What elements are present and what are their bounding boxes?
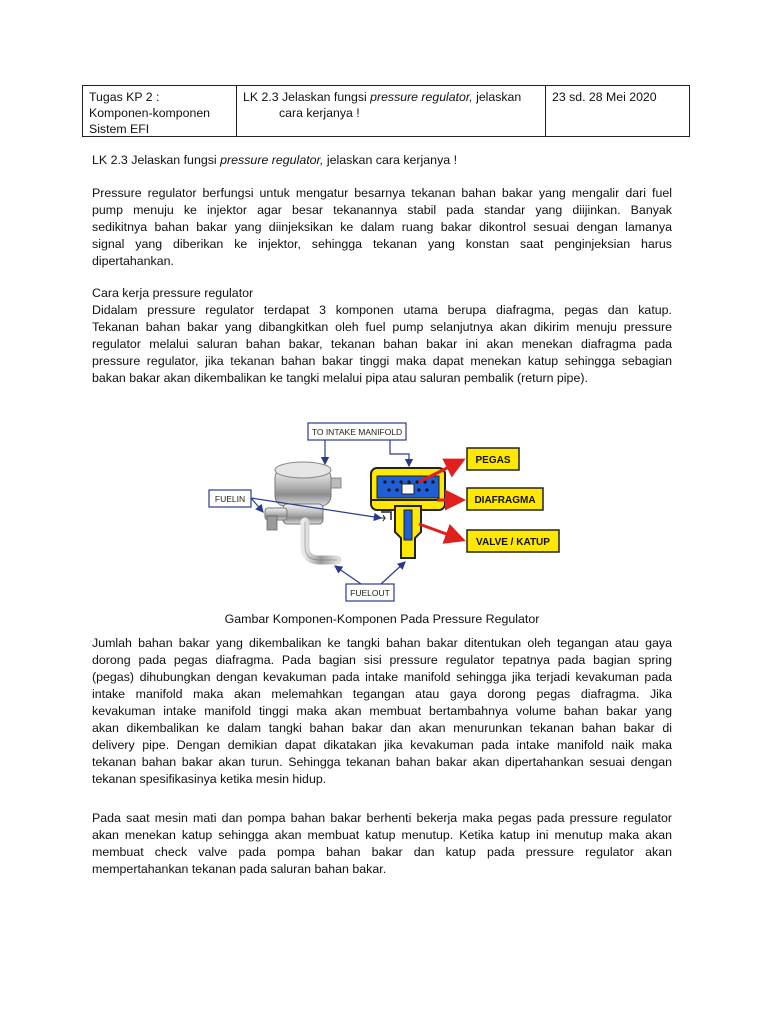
regulator-photo (265, 462, 341, 560)
label-pegas (467, 448, 519, 470)
paragraph-vacuum (92, 635, 672, 788)
paragraph-line: mempertahankan tekanan pada saluran bahan bakar. (92, 862, 387, 876)
header-date: 23 sd. 28 Mei 2020 (552, 90, 657, 104)
label-diafragma (467, 488, 543, 510)
header-cell-task (83, 86, 237, 136)
paragraph-working (92, 302, 672, 387)
paragraph-line: Didalam pressure regulator terdapat 3 komponen utama berupa diafragma, pegas dan katup. (92, 303, 672, 317)
paragraph-line: pump menuju ke injektor agar besar tekanannya stabil pada standar yang diijinkan. Banyak (92, 203, 672, 217)
paragraph-line: akan dikembalikan ke dalam tangki bahan bakar dan akan menurunkan tekanan bahan bakar di (92, 721, 672, 735)
question-suffix: jelaskan cara kerjanya ! (323, 153, 458, 167)
paragraph-line: Tekanan bahan bakar yang dibangkitkan oleh fuel pump selanjutnya akan dikirim menuju pressure (92, 320, 672, 334)
header-task-line: Tugas KP 2 : (89, 90, 160, 104)
label-fuel-in-text: FUELIN (214, 494, 246, 504)
label-fuel-out (346, 584, 394, 601)
paragraph-line: regulator melalui saluran bahan bakar, tekanan bahan bakar ini akan menekan diafragma pada (92, 337, 672, 351)
paragraph-line: tekanan spesifikasinya ketika mesin hidup. (92, 772, 327, 786)
header-task-line: Sistem EFI (89, 122, 150, 136)
label-fuel-in (209, 490, 251, 507)
section-title: Cara kerja pressure regulator (92, 286, 254, 300)
paragraph-line: Pada saat mesin mati dan pompa bahan bakar berhenti bekerja maka pegas pada pressure regulator (92, 811, 672, 825)
question-prefix: LK 2.3 Jelaskan fungsi (92, 153, 221, 167)
paragraph-line: signal yang diberikan ke injektor, sehingga tekanan yang konstan saat penginjeksian harus (92, 237, 672, 251)
header-question-line2: cara kerjanya ! (279, 106, 360, 120)
paragraph-line: dorong pada pegas diafragma. Pada bagian sisi pressure regulator tepatnya pada bagian spring (92, 653, 672, 667)
question-italic: pressure regulator, (220, 153, 324, 167)
header-question-prefix: LK 2.3 Jelaskan fungsi (243, 90, 371, 104)
paragraph-line: delivery pipe. Dengan demikian dapat dikatakan jika kevakuman pada intake manifold naik maka (92, 738, 672, 752)
paragraph-line: bakan bakar akan dikembalikan ke tangki melalui pipa atau saluran pembalik (return pipe). (92, 371, 588, 385)
paragraph-line: dipertahankan. (92, 254, 174, 268)
header-table (82, 85, 690, 137)
header-question-suffix: jelaskan (472, 90, 522, 104)
paragraph-function (92, 185, 672, 270)
label-to-intake-text: TO INTAKE MANIFOLD (311, 427, 403, 437)
label-fuel-out-text: FUELOUT (350, 588, 390, 598)
paragraph-engine-off (92, 810, 672, 878)
figure-caption: Gambar Komponen-Komponen Pada Pressure Regulator (224, 612, 540, 626)
paragraph-line: kevakuman intake manifold tinggi maka akan membuat bertambahnya volume bahan bakar yang (92, 704, 672, 718)
header-cell-question (237, 86, 546, 136)
paragraph-line: Pressure regulator berfungsi untuk mengatur besarnya tekanan bahan bakar yang mengalir dari fuel (92, 186, 672, 200)
paragraph-line: intake manifold maka akan melemahkan tegangan atau gaya dorong pegas diafragma. Jika (92, 687, 672, 701)
regulator-cross-section (371, 468, 445, 558)
header-task-line: Komponen-komponen (89, 106, 210, 120)
paragraph-line: tekanan bahan bakar akan turun. Sehingga tekanan bahan bakar akan dipertahankan sesuai dengan (92, 755, 672, 769)
label-valve-text: VALVE / KATUP (476, 537, 550, 548)
paragraph-line: membuat check valve pada pompa bahan bakar dan katup pada pressure regulator akan (92, 845, 672, 859)
label-to-intake (308, 423, 406, 440)
header-cell-date (546, 86, 689, 136)
paragraph-line: akan menekan katup sehingga akan membuat katup menutup. Ketika katup ini menutup maka akan (92, 828, 672, 842)
label-valve (467, 530, 559, 552)
question-heading (92, 152, 672, 169)
header-question-italic: pressure regulator, (370, 90, 473, 104)
pressure-regulator-diagram (205, 420, 575, 605)
label-diafragma-text: DIAFRAGMA (474, 495, 536, 506)
paragraph-line: sedikitnya bahan bakar yang diinjeksikan ke dalam ruang bakar dikontrol sesuai dengan lamanya (92, 220, 672, 234)
label-pegas-text: PEGAS (475, 455, 511, 466)
paragraph-line: pressure regulator, jika tekanan bahan bakar tinggi maka dapat menekan katup sehingga sebagian (92, 354, 672, 368)
paragraph-line: (pegas) dihubungkan dengan kevakuman pada intake manifold sehingga jika terjadi kevakuman pada (92, 670, 672, 684)
paragraph-line: Jumlah bahan bakar yang dikembalikan ke tangki bahan bakar ditentukan oleh tegangan atau gaya (92, 636, 672, 650)
valve-arrow (419, 524, 463, 540)
